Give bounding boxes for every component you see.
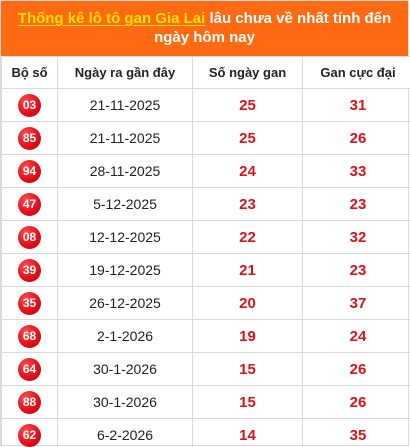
days-value: 20 xyxy=(239,294,256,312)
table-row xyxy=(2,386,410,419)
days-cell xyxy=(193,122,303,155)
max-cell xyxy=(303,419,410,447)
days-value: 24 xyxy=(239,162,256,180)
days-cell xyxy=(193,89,303,122)
date-cell: 30-1-2026 xyxy=(58,353,193,386)
table-row xyxy=(2,353,410,386)
max-cell xyxy=(303,188,410,221)
number-cell xyxy=(2,122,58,155)
days-value: 19 xyxy=(239,327,256,345)
date-cell: 12-12-2025 xyxy=(58,221,193,254)
column-header-bo-so: Bộ số xyxy=(2,57,58,89)
max-cell xyxy=(303,89,410,122)
days-cell xyxy=(193,221,303,254)
table-row xyxy=(2,122,410,155)
lottery-ball: 03 xyxy=(18,94,41,117)
date-cell: 30-1-2026 xyxy=(58,386,193,419)
column-header-so-ngay-gan: Số ngày gan xyxy=(193,57,303,89)
max-cell xyxy=(303,254,410,287)
table-row xyxy=(2,287,410,320)
max-cell xyxy=(303,386,410,419)
days-cell xyxy=(193,353,303,386)
table-header-row xyxy=(2,57,410,89)
max-value: 24 xyxy=(349,327,367,345)
table-row xyxy=(2,221,410,254)
days-value: 23 xyxy=(239,195,256,213)
date-cell: 21-11-2025 xyxy=(58,89,193,122)
days-cell xyxy=(193,419,303,447)
max-cell xyxy=(303,287,410,320)
number-cell xyxy=(2,287,58,320)
gan-table xyxy=(1,56,410,447)
max-value: 32 xyxy=(349,228,367,246)
date-cell: 5-12-2025 xyxy=(58,188,193,221)
number-cell xyxy=(2,353,58,386)
title-link[interactable]: Thống kê lô tô gan Gia Lai xyxy=(17,10,206,27)
number-cell xyxy=(2,419,58,447)
lottery-ball: 62 xyxy=(18,424,41,447)
date-cell: 6-2-2026 xyxy=(58,419,193,447)
days-cell xyxy=(193,155,303,188)
number-cell xyxy=(2,221,58,254)
panel-header xyxy=(1,1,408,56)
table-row xyxy=(2,419,410,447)
number-cell xyxy=(2,89,58,122)
max-cell xyxy=(303,155,410,188)
column-header-ngay-ra: Ngày ra gần đây xyxy=(58,57,193,89)
days-cell xyxy=(193,254,303,287)
days-value: 21 xyxy=(239,261,256,279)
max-cell xyxy=(303,122,410,155)
date-cell: 28-11-2025 xyxy=(58,155,193,188)
number-cell xyxy=(2,254,58,287)
days-cell xyxy=(193,320,303,353)
lottery-ball: 68 xyxy=(18,325,41,348)
max-value: 33 xyxy=(349,162,367,180)
max-value: 35 xyxy=(349,426,367,444)
date-cell: 19-12-2025 xyxy=(58,254,193,287)
lottery-ball: 35 xyxy=(18,292,41,315)
lottery-ball: 08 xyxy=(18,226,41,249)
days-value: 25 xyxy=(239,129,256,147)
number-cell xyxy=(2,155,58,188)
date-cell: 26-12-2025 xyxy=(58,287,193,320)
max-cell xyxy=(303,320,410,353)
date-cell: 2-1-2026 xyxy=(58,320,193,353)
days-cell xyxy=(193,287,303,320)
number-cell xyxy=(2,320,58,353)
max-value: 26 xyxy=(349,360,367,378)
lottery-ball: 39 xyxy=(18,259,41,282)
number-cell xyxy=(2,386,58,419)
title-text: lâu chưa về nhất tính đến ngày hôm nay xyxy=(154,10,392,46)
days-value: 15 xyxy=(239,360,256,378)
lottery-ball: 94 xyxy=(18,160,41,183)
max-value: 23 xyxy=(349,261,367,279)
max-value: 37 xyxy=(349,294,367,312)
days-value: 22 xyxy=(239,228,256,246)
column-header-gan-cuc-dai: Gan cực đại xyxy=(303,57,410,89)
number-cell xyxy=(2,188,58,221)
table-row xyxy=(2,89,410,122)
lottery-ball: 64 xyxy=(18,358,41,381)
lottery-ball: 88 xyxy=(18,391,41,414)
lottery-ball: 85 xyxy=(18,127,41,150)
days-value: 15 xyxy=(239,393,256,411)
table-row xyxy=(2,155,410,188)
date-cell: 21-11-2025 xyxy=(58,122,193,155)
max-value: 23 xyxy=(349,195,367,213)
table-row xyxy=(2,254,410,287)
max-value: 31 xyxy=(349,96,367,114)
max-cell xyxy=(303,353,410,386)
max-value: 26 xyxy=(349,129,367,147)
table-row xyxy=(2,320,410,353)
max-cell xyxy=(303,221,410,254)
days-cell xyxy=(193,188,303,221)
days-value: 14 xyxy=(239,426,256,444)
lottery-ball: 47 xyxy=(18,193,41,216)
table-row xyxy=(2,188,410,221)
max-value: 26 xyxy=(349,393,367,411)
days-cell xyxy=(193,386,303,419)
days-value: 25 xyxy=(239,96,256,114)
